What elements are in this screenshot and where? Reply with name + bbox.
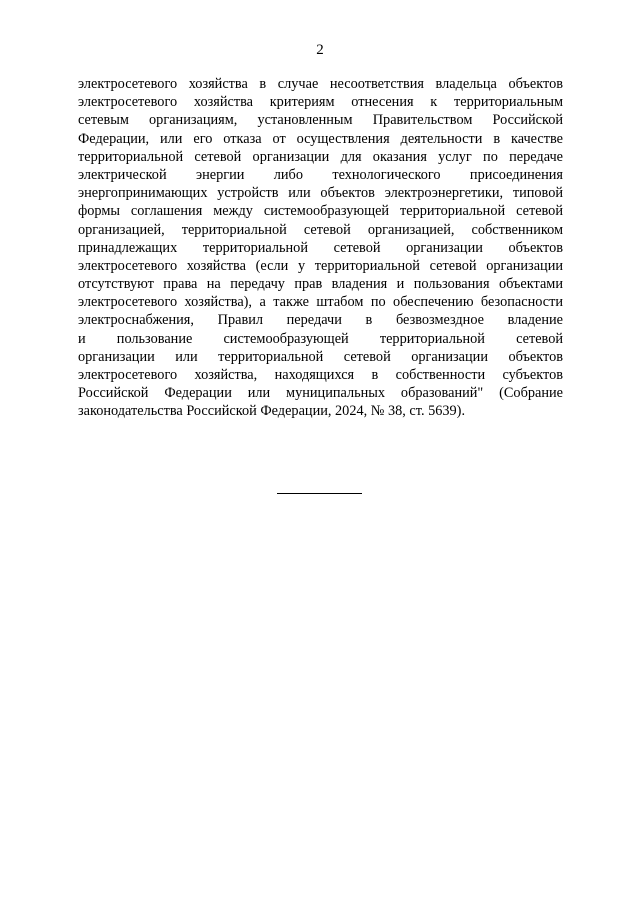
closing-separator-line xyxy=(277,493,362,494)
text-line-17: электросетевого хозяйства, находящихся в собственности субъектов xyxy=(78,367,563,383)
text-line-16: организации или территориальной сетевой организации объектов xyxy=(78,348,563,365)
document-body-text xyxy=(78,75,563,421)
text-line-5: территориальной сетевой организации для оказания услуг по передаче xyxy=(78,148,563,165)
text-line-7: энергопринимающих устройств или объектов электроэнергетики, типовой xyxy=(78,185,563,202)
text-line-8: формы соглашения между системообразующей территориальной сетевой xyxy=(78,203,563,220)
text-line-12: отсутствуют права на передачу прав владения и пользования объектами xyxy=(78,276,563,293)
text-line-11: электросетевого хозяйства (если у территориальной сетевой организации xyxy=(78,257,563,274)
text-line-6: электрической энергии либо технологического присоединения xyxy=(78,166,563,183)
text-line-9: организацией, территориальной сетевой организацией, собственником xyxy=(78,221,563,238)
text-line-4: Федерации, или его отказа от осуществления деятельности в качестве xyxy=(78,130,563,147)
text-line-14: электроснабжения, Правил передачи в безвозмездное владение xyxy=(78,312,563,329)
text-line-10: принадлежащих территориальной сетевой организации объектов xyxy=(78,239,563,256)
text-line-1: электросетевого хозяйства в случае несоответствия владельца объектов xyxy=(78,76,563,92)
text-line-13: электросетевого хозяйства), а также штабом по обеспечению безопасности xyxy=(78,294,563,311)
text-line-19: законодательства Российской Федерации, 2024, № 38, ст. 5639). xyxy=(78,403,466,420)
text-line-2: электросетевого хозяйства критериям отнесения к территориальным xyxy=(78,94,563,111)
text-line-15: и пользование системообразующей территориальной сетевой xyxy=(78,330,563,347)
text-line-18: Российской Федерации или муниципальных образований" (Собрание xyxy=(78,385,563,402)
text-line-3: сетевым организациям, установленным Правительством Российской xyxy=(78,112,563,129)
page-number: 2 xyxy=(316,42,324,58)
